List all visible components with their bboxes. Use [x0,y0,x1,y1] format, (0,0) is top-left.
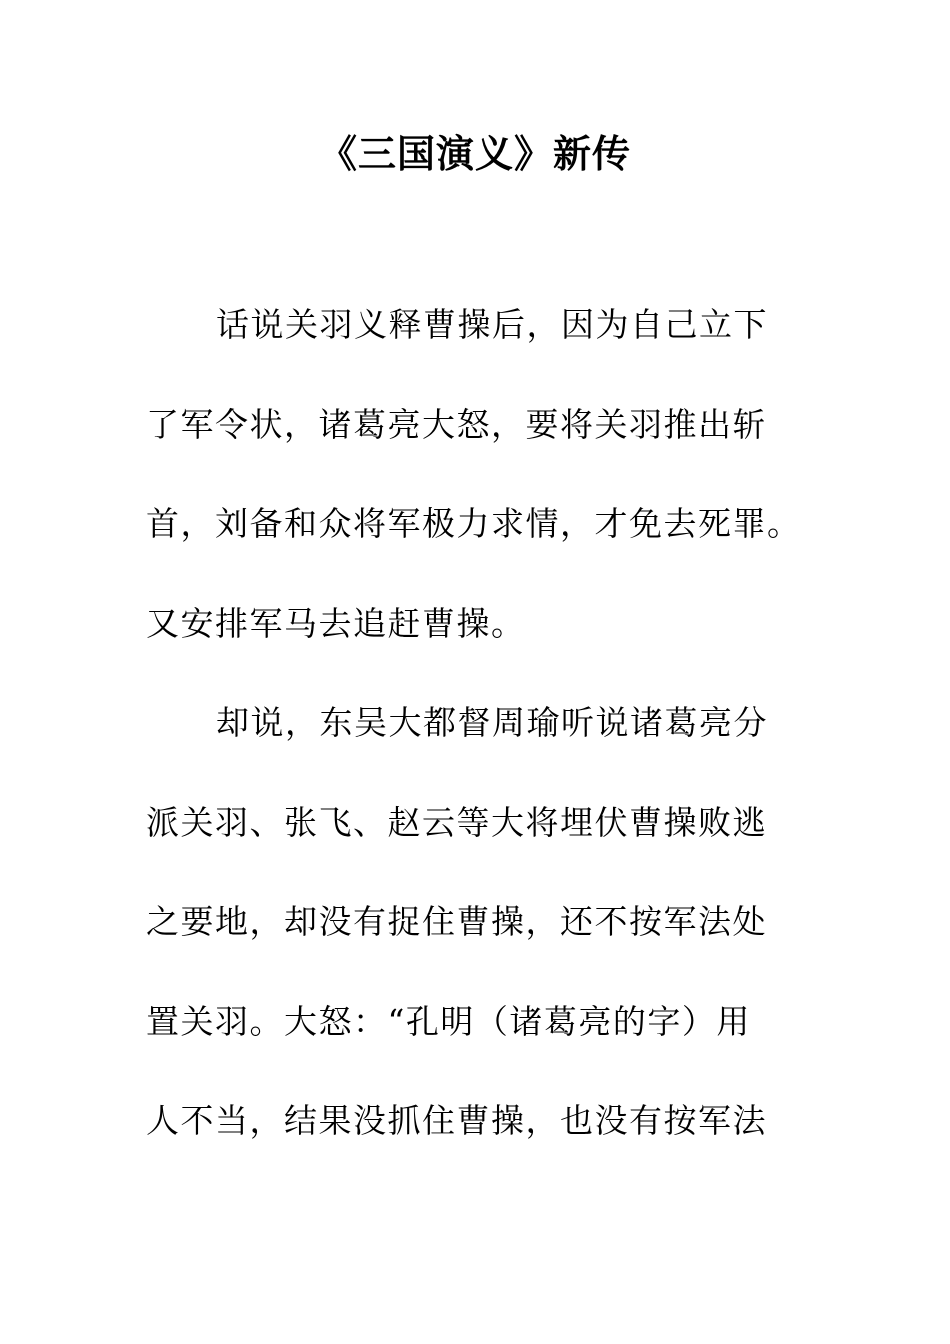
document-title: 《三国演义》新传 [318,132,631,176]
paragraph-1-line-3: 首，刘备和众将军极力求情，才免去死罪。 [146,504,802,543]
paragraph-1-line-4: 又安排军马去追赶曹操。 [146,604,526,643]
paragraph-2-line-1: 却说，东吴大都督周瑜听说诸葛亮分 [216,703,768,742]
paragraph-2-line-3: 之要地，却没有捉住曹操，还不按军法处 [146,902,767,941]
paragraph-2-line-5: 人不当，结果没抓住曹操，也没有按军法 [146,1101,767,1140]
paragraph-2-line-4: 置关羽。大怒：“孔明（诸葛亮的字）用 [146,1002,751,1041]
paragraph-1-line-2: 了军令状，诸葛亮大怒，要将关羽推出斩 [146,405,767,444]
paragraph-1-line-1: 话说关羽义释曹操后，因为自己立下 [216,305,768,344]
paragraph-2-line-2: 派关羽、张飞、赵云等大将埋伏曹操败逃 [146,803,767,842]
